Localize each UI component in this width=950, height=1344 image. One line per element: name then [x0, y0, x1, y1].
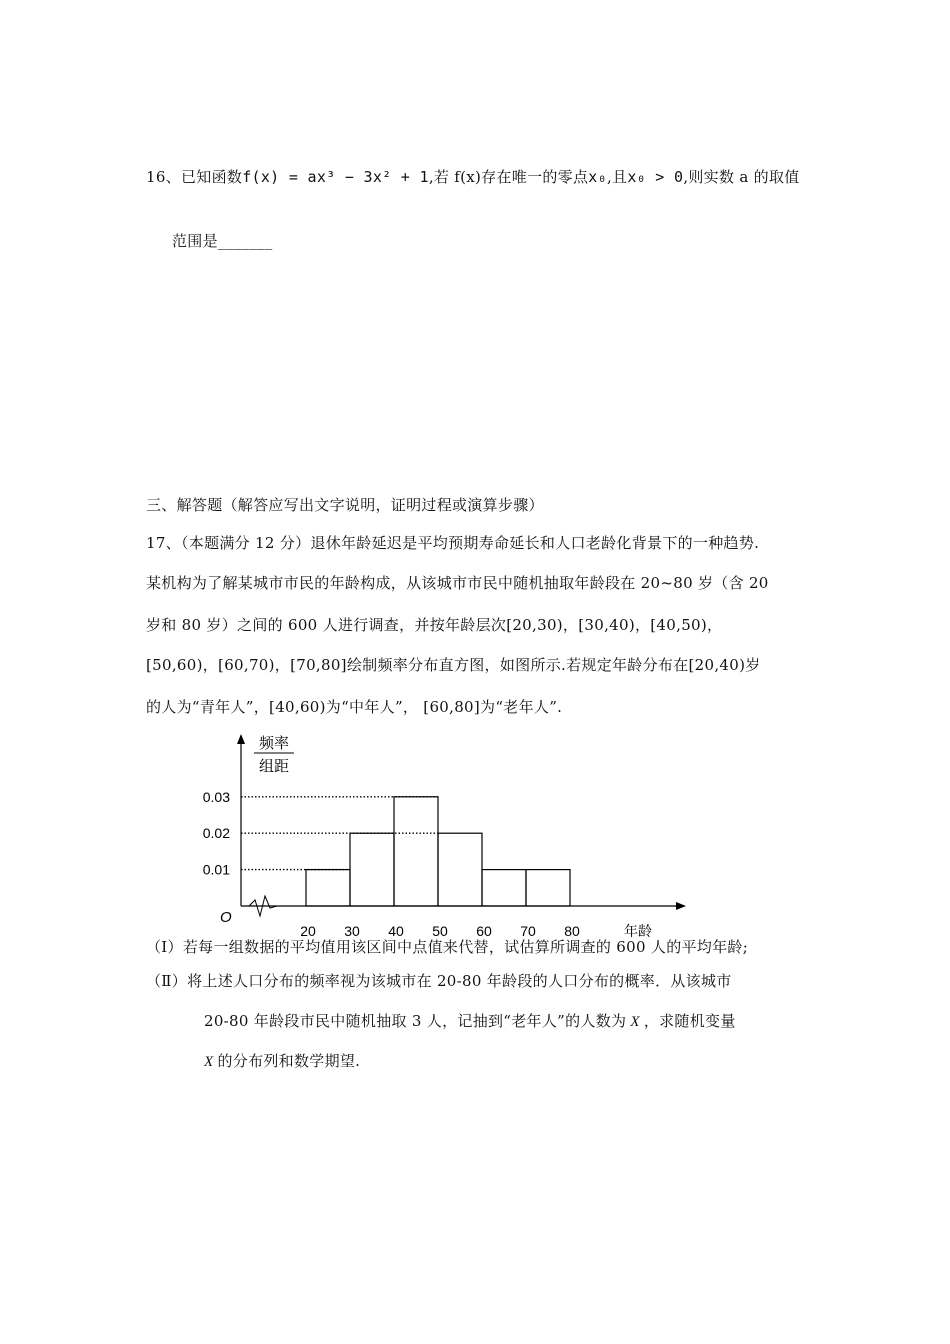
q16-x0: x₀	[588, 168, 607, 186]
section-heading: 三、解答题（解答应写出文字说明，证明过程或演算步骤）	[146, 496, 544, 514]
variable-x: X	[204, 1054, 214, 1070]
y-tick-label: 0.02	[202, 825, 230, 842]
x-tick-label: 80	[564, 923, 580, 939]
x-tick-label: 40	[388, 923, 404, 939]
q16-line2: 范围是_______	[172, 232, 273, 250]
q17-part2-line3	[204, 1050, 360, 1071]
q17-line1: 17、（本题满分 12 分）退休年龄延迟是平均预期寿命延长和人口老龄化背景下的一种趋势.	[146, 534, 760, 552]
q16-prefix: 16、已知函数	[146, 168, 243, 186]
q16-formula: f(x) = ax³ − 3x² + 1	[242, 168, 429, 186]
histogram-bar	[482, 870, 526, 906]
y-label-top: 频率	[258, 735, 290, 752]
axis-break	[249, 896, 277, 916]
q17-line5: 的人为“青年人”，[40,60)为“中年人”， [60,80]为“老年人”.	[146, 698, 563, 716]
y-label-bottom: 组距	[258, 758, 290, 775]
q17-part2-line1: （Ⅱ）将上述人口分布的频率视为该城市在 20-80 年龄段的人口分布的概率．从该城市	[146, 972, 732, 990]
q17-line4: [50,60)，[60,70)，[70,80]绘制频率分布直方图，如图所示.若规定年龄分布在[20,40)岁	[146, 656, 761, 674]
q17-line2: 某机构为了解某城市市民的年龄构成，从该城市市民中随机抽取年龄段在 20~80 岁（含 20	[146, 574, 769, 592]
x-tick-label: 50	[432, 923, 448, 939]
x-tick-label: 30	[344, 923, 360, 939]
q17-part2-text-c: 的分布列和数学期望.	[217, 1052, 361, 1070]
histogram-bar	[438, 833, 482, 906]
histogram-bar	[526, 870, 570, 906]
q16-and: ,且	[606, 168, 628, 186]
y-tick-label: 0.03	[202, 788, 230, 805]
origin-label: O	[220, 909, 232, 926]
q16-line1	[146, 166, 800, 187]
x-axis-label: 年龄	[624, 923, 652, 939]
q16-condition: x₀ > 0	[627, 168, 684, 186]
x-tick-label: 70	[520, 923, 536, 939]
q17-part2-text-a: 20-80 年龄段市民中随机抽取 3 人，记抽到“老年人”的人数为	[204, 1012, 627, 1030]
histogram-bar	[394, 797, 438, 906]
x-axis-arrow	[676, 902, 686, 910]
q17-part2-line2	[204, 1010, 736, 1031]
q17-line3: 岁和 80 岁）之间的 600 人进行调查，并按年龄层次[20,30)，[30,40)，[40,50)，	[146, 616, 723, 634]
y-tick-label: 0.01	[202, 861, 230, 878]
q17-part1: （Ⅰ）若每一组数据的平均值用该区间中点值来代替，试估算所调查的 600 人的平均年龄;	[146, 938, 749, 956]
x-tick-label: 20	[300, 923, 316, 939]
q16-mid: ,若 f(x)存在唯一的零点	[428, 168, 589, 186]
histogram-bar	[350, 833, 394, 906]
q17-part2-text-b: ，求随机变量	[643, 1012, 736, 1030]
q16-suffix: ,则实数 a 的取值	[683, 168, 800, 186]
x-tick-label: 60	[476, 923, 492, 939]
variable-x: X	[630, 1014, 640, 1030]
histogram-bar	[306, 870, 350, 906]
y-axis-arrow	[237, 734, 245, 744]
